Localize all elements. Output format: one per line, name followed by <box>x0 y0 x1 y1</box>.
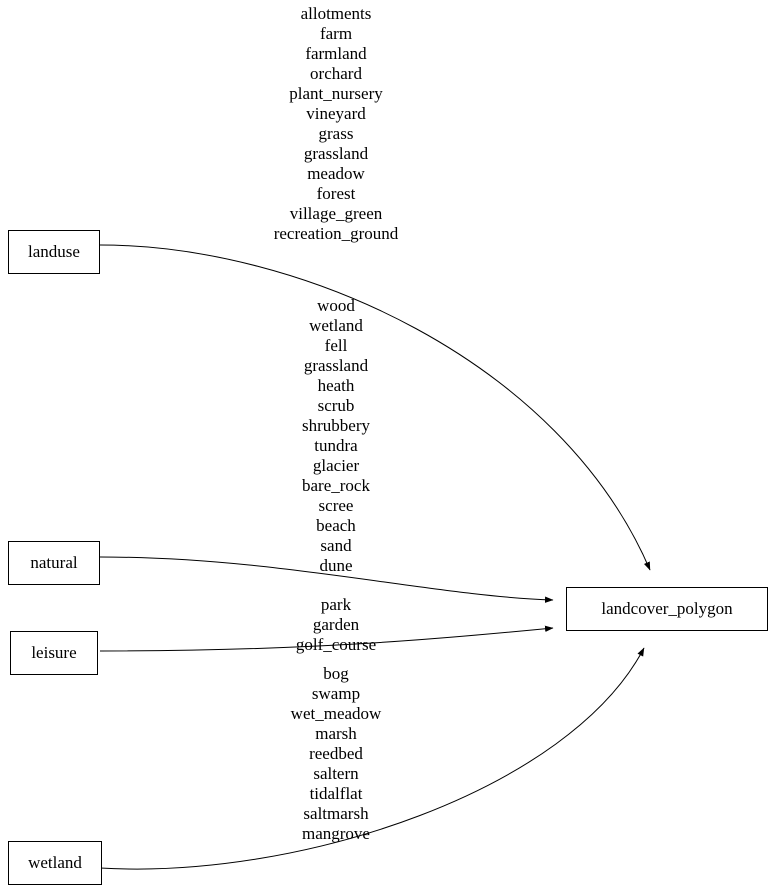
value-label: golf_course <box>295 635 377 654</box>
value-label: scrub <box>317 396 355 415</box>
value-label: swamp <box>311 684 361 703</box>
value-label: bog <box>323 664 349 683</box>
value-label: village_green <box>289 204 383 223</box>
value-label: mangrove <box>302 824 370 843</box>
value-label: forest <box>316 184 356 203</box>
value-label: orchard <box>310 64 362 83</box>
value-label: plant_nursery <box>289 84 383 103</box>
value-label: scree <box>318 496 354 515</box>
value-label: meadow <box>307 164 365 183</box>
value-label: grass <box>318 124 354 143</box>
value-label: heath <box>317 376 355 395</box>
value-label: wet_meadow <box>290 704 382 723</box>
value-label: shrubbery <box>302 416 370 435</box>
node-wetland-label: wetland <box>28 853 82 872</box>
value-label: vineyard <box>306 104 366 123</box>
value-label: farmland <box>305 44 367 63</box>
value-label: reedbed <box>309 744 363 763</box>
value-label: wood <box>317 296 355 315</box>
value-label: fell <box>324 336 348 355</box>
node-leisure[interactable] <box>10 631 98 675</box>
node-natural[interactable] <box>8 541 100 585</box>
value-label: tundra <box>314 436 358 455</box>
node-landcover-polygon[interactable] <box>566 587 768 631</box>
node-natural-label: natural <box>30 553 78 572</box>
value-label: bare_rock <box>302 476 370 495</box>
value-label: marsh <box>315 724 357 743</box>
node-landuse[interactable] <box>8 230 100 274</box>
value-label: saltern <box>313 764 359 783</box>
node-landuse-label: landuse <box>28 242 80 261</box>
value-label: glacier <box>312 456 360 475</box>
value-label: grassland <box>303 356 369 375</box>
value-label: park <box>320 595 352 614</box>
value-label: allotments <box>300 4 372 23</box>
value-list-leisure <box>246 595 426 655</box>
node-wetland[interactable] <box>8 841 102 885</box>
node-landcover-polygon-label: landcover_polygon <box>601 599 733 618</box>
value-list-landuse <box>246 4 426 244</box>
value-label: dune <box>319 556 353 575</box>
value-label: sand <box>320 536 352 555</box>
value-label: garden <box>312 615 360 634</box>
value-label: tidalflat <box>309 784 363 803</box>
node-leisure-label: leisure <box>31 643 77 662</box>
value-label: wetland <box>309 316 363 335</box>
value-label: beach <box>316 516 356 535</box>
value-label: grassland <box>303 144 369 163</box>
value-label: recreation_ground <box>273 224 399 243</box>
value-label: saltmarsh <box>303 804 369 823</box>
value-list-natural <box>246 296 426 576</box>
value-label: farm <box>319 24 353 43</box>
value-list-wetland <box>246 664 426 844</box>
